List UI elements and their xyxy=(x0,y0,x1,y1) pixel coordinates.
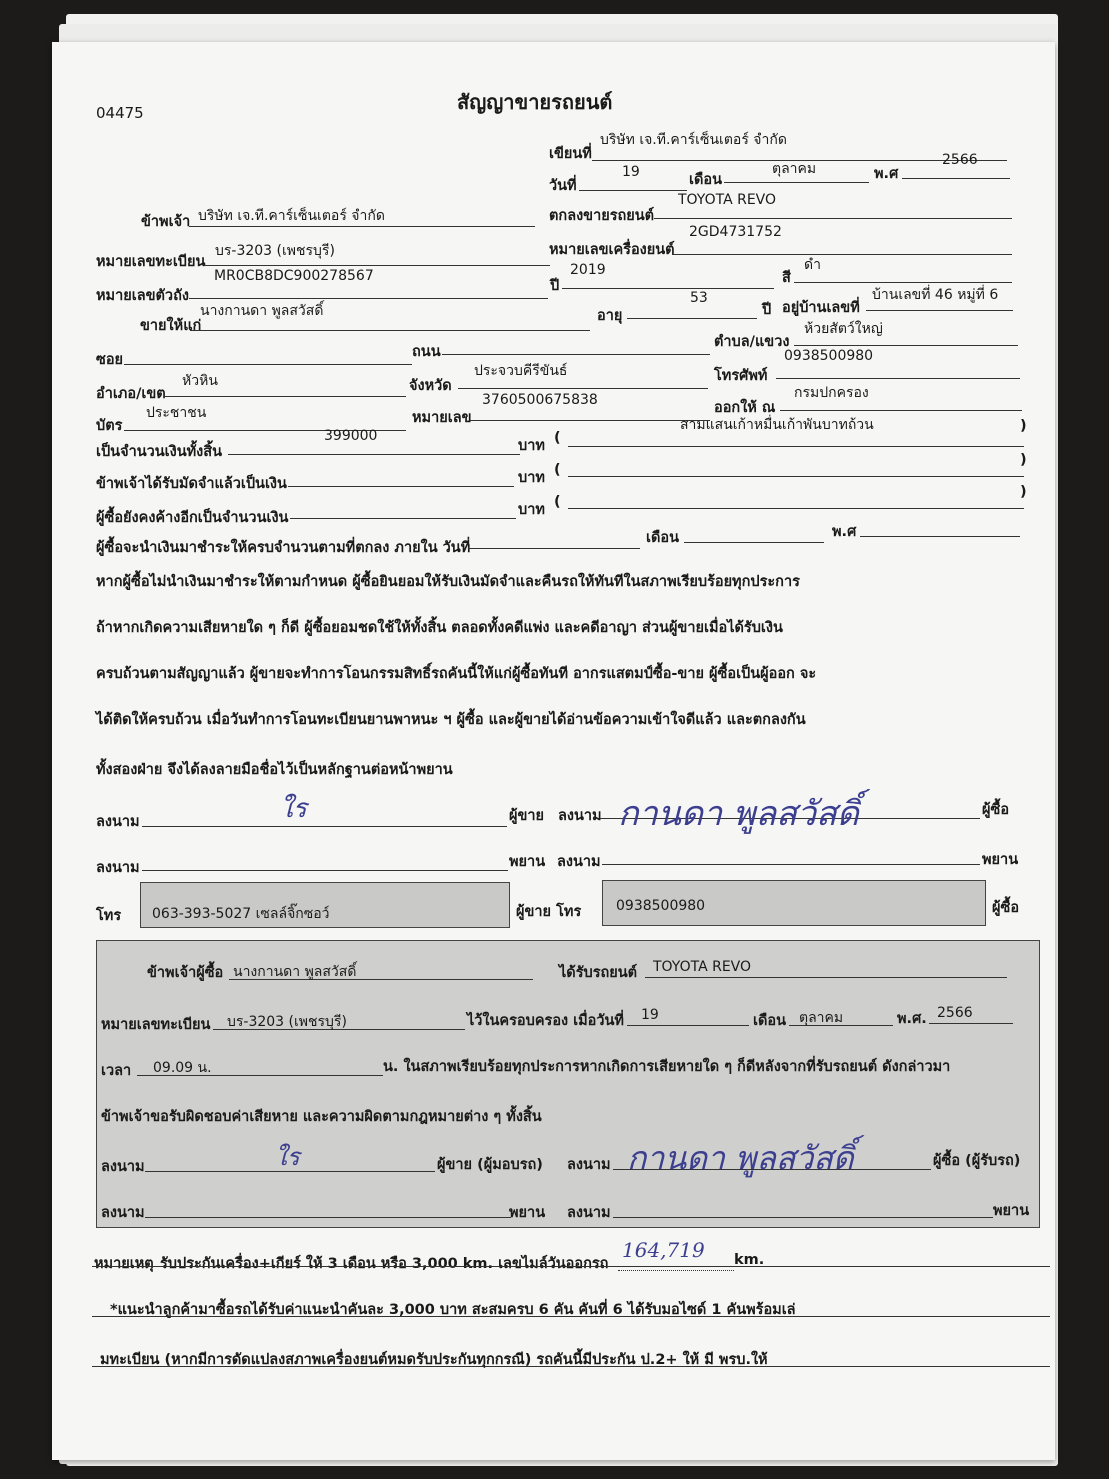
date-month: ตุลาคม xyxy=(772,161,817,177)
receipt-year: 2566 xyxy=(937,1005,973,1021)
receipt-time-label: เวลา xyxy=(101,1063,132,1079)
buyer-sign-label: ลงนาม xyxy=(558,808,602,824)
address-label: อยู่บ้านเลขที่ xyxy=(782,300,860,316)
open-paren: ( xyxy=(554,494,561,510)
car-year: 2019 xyxy=(570,262,606,278)
pay-year-label: พ.ศ xyxy=(832,524,857,540)
seller-label: ข้าพเจ้า xyxy=(141,214,191,230)
date-year: 2566 xyxy=(942,152,978,168)
province: ประจวบคีรีขันธ์ xyxy=(474,363,568,379)
date-day: 19 xyxy=(622,164,640,180)
buyer-role: ผู้ซื้อ xyxy=(982,802,1010,818)
buyer-signature: กานดา พูลสวัสดิ์ xyxy=(618,794,859,834)
remaining-label: ผู้ซื้อยังคงค้างอีกเป็นจำนวนเงิน xyxy=(96,510,289,526)
subdistrict-label: ตำบล/แขวง xyxy=(714,334,790,350)
seller-sign-label: ลงนาม xyxy=(96,814,140,830)
month-label: เดือน xyxy=(689,172,722,188)
seller-role: ผู้ขาย xyxy=(509,808,545,824)
receipt-time: 09.09 น. xyxy=(153,1060,212,1076)
seller-phone: 063-393-5027 เซลล์จิ๊กซอว์ xyxy=(152,906,330,922)
receipt-buyer-signature: กานดา พูลสวัสดิ์ xyxy=(627,1139,854,1177)
receipt-day: 19 xyxy=(641,1007,659,1023)
terms-line-2: ถ้าหากเกิดความเสียหายใด ๆ ก็ดี ผู้ซื้อยอมชดใช้ให้ทั้งสิ้น ตลอดทั้งคดีแพ่ง และคดีอาญา ส่วนผู้ขายเมื่อได้รับเงิน xyxy=(96,620,783,636)
buyer-phone-role: ผู้ซื้อ xyxy=(992,900,1020,916)
written-at-value: บริษัท เจ.ที.คาร์เซ็นเตอร์ จำกัด xyxy=(600,132,787,148)
receipt-seller-sign-label: ลงนาม xyxy=(101,1159,145,1175)
address-number: บ้านเลขที่ 46 หมู่ที่ 6 xyxy=(872,287,999,303)
receipt-possession-label: ไว้ในครอบครอง เมื่อวันที่ xyxy=(467,1013,624,1029)
buyer-age: 53 xyxy=(690,290,708,306)
receipt-year-label: พ.ศ. xyxy=(897,1011,927,1027)
receipt-month-label: เดือน xyxy=(753,1013,786,1029)
receipt-witness2-role: พยาน xyxy=(993,1203,1030,1219)
seller-signature: ใร xyxy=(280,794,307,824)
terms-line-1: หากผู้ซื้อไม่นำเงินมาชำระให้ตามกำหนด ผู้ซื้อยินยอมให้รับเงินมัดจำและคืนรถให้ทันทีในสภาพเรียบร้อยทุกประการ xyxy=(96,574,800,590)
plate-number: บร-3203 (เพชรบุรี) xyxy=(215,243,335,259)
witness2-role: พยาน xyxy=(982,852,1019,868)
witness2-sign-label: ลงนาม xyxy=(557,854,601,870)
receipt-section xyxy=(96,940,1040,1228)
terms-line-3: ครบถ้วนตามสัญญาแล้ว ผู้ขายจะทำการโอนกรรมสิทธิ์รถคันนี้ให้แก่ผู้ซื้อทันที อากรแสตมป์ซื้อ-ขาย ผู้ซื้อเป็นผู้ออก จะ xyxy=(96,666,817,682)
terms-line-4: ได้ติดให้ครบถ้วน เมื่อวันทำการโอนทะเบียนยานพาหนะ ฯ ผู้ซื้อ และผู้ขายได้อ่านข้อความเข้าใจดีแล้ว และตกลงกัน xyxy=(96,712,806,728)
receipt-witness1-role: พยาน xyxy=(509,1205,546,1221)
sell-to-label: ขายให้แก่ xyxy=(140,318,202,334)
open-paren: ( xyxy=(554,430,561,446)
witness1-sign-label: ลงนาม xyxy=(96,860,140,876)
road-label: ถนน xyxy=(412,344,441,360)
phone-label: โทรศัพท์ xyxy=(714,368,768,384)
color-label: สี xyxy=(782,270,791,286)
remaining-baht-label: บาท xyxy=(518,502,545,518)
document-number: 04475 xyxy=(96,104,144,122)
receipt-buyer-role: ผู้ซื้อ (ผู้รับรถ) xyxy=(933,1153,1021,1169)
deposit-label: ข้าพเจ้าได้รับมัดจำแล้วเป็นเงิน xyxy=(96,476,287,492)
soi-label: ซอย xyxy=(96,352,124,368)
close-paren: ) xyxy=(1020,452,1027,468)
receipt-seller-signature: ใร xyxy=(275,1143,300,1171)
receipt-buyer-name: นางกานดา พูลสวัสดิ์ xyxy=(233,964,357,980)
car-year-label: ปี xyxy=(550,278,560,294)
year-label: พ.ศ xyxy=(874,166,899,182)
plate-label: หมายเลขทะเบียน xyxy=(96,254,206,270)
card-no-label: หมายเลข xyxy=(412,410,472,426)
pay-month-label: เดือน xyxy=(646,530,679,546)
promo-line-2: มทะเบียน (หากมีการดัดแปลงสภาพเครื่องยนต์หมดรับประกันทุกกรณี) รถคันนี้มีประกัน ป.2+ ให้ มี พรบ.ให้ xyxy=(100,1352,768,1368)
buyer-phone-value: 0938500980 xyxy=(616,898,706,914)
close-paren: ) xyxy=(1020,418,1027,434)
note-text: รับประกันเครื่อง+เกียร์ ให้ 3 เดือน หรือ 3,000 km. เลขไมล์วันออกรถ xyxy=(160,1256,609,1272)
buyer-name: นางกานดา พูลสวัสดิ์ xyxy=(200,303,324,319)
receipt-witness2-sign-label: ลงนาม xyxy=(567,1205,611,1221)
receipt-buyer-sign-label: ลงนาม xyxy=(567,1157,611,1173)
promo-line-1: *แนะนำลูกค้ามาซื้อรถได้รับค่าแนะนำคันละ 3,000 บาท สะสมครบ 6 คัน คันที่ 6 ได้รับมอไซด์ 1 คันพร้อมเล่ xyxy=(110,1302,796,1318)
issued-by-label: ออกให้ ณ xyxy=(714,400,776,416)
receipt-text-1: น. ในสภาพเรียบร้อยทุกประการหากเกิดการเสียหายใด ๆ ก็ดีหลังจากที่รับรถยนต์ ดังกล่าวมา xyxy=(383,1059,951,1075)
age-unit: ปี xyxy=(762,302,772,318)
receipt-buyer-label: ข้าพเจ้าผู้ซื้อ xyxy=(147,965,224,981)
note-label: หมายเหตุ xyxy=(94,1256,154,1272)
car-color: ดำ xyxy=(804,257,821,273)
engine-label: หมายเลขเครื่องยนต์ xyxy=(549,242,675,258)
province-label: จังหวัด xyxy=(409,378,452,394)
total-label: เป็นจำนวนเงินทั้งสิ้น xyxy=(96,444,223,460)
open-paren: ( xyxy=(554,462,561,478)
age-label: อายุ xyxy=(597,308,623,324)
seller-phone-role: ผู้ขาย โทร xyxy=(516,904,582,920)
receipt-witness1-sign-label: ลงนาม xyxy=(101,1205,145,1221)
witness1-role: พยาน xyxy=(509,854,546,870)
receipt-plate-label: หมายเลขทะเบียน xyxy=(101,1017,211,1033)
district: หัวหิน xyxy=(182,373,218,389)
deposit-baht-label: บาท xyxy=(518,470,545,486)
total-baht-label: บาท xyxy=(518,438,545,454)
subdistrict: ห้วยสัตว์ใหญ่ xyxy=(804,321,883,337)
issued-by: กรมปกครอง xyxy=(794,385,869,401)
phone-row-label: โทร xyxy=(96,908,122,924)
seller-name: บริษัท เจ.ที.คาร์เซ็นเตอร์ จำกัด xyxy=(198,208,385,224)
km-unit: km. xyxy=(734,1252,765,1268)
district-label: อำเภอ/เขต xyxy=(96,386,166,402)
document-title: สัญญาขายรถยนต์ xyxy=(457,90,613,114)
chassis-label: หมายเลขตัวถัง xyxy=(96,288,189,304)
receipt-text-2: ข้าพเจ้าขอรับผิดชอบค่าเสียหาย และความผิดตามกฎหมายต่าง ๆ ทั้งสิ้น xyxy=(101,1109,542,1125)
total-amount-words: สามแสนเก้าหมื่นเก้าพันบาทถ้วน xyxy=(680,417,874,433)
agree-sell-label: ตกลงขายรถยนต์ xyxy=(549,208,655,224)
written-at-label: เขียนที่ xyxy=(549,146,592,162)
car-model: TOYOTA REVO xyxy=(678,192,777,208)
close-paren: ) xyxy=(1020,484,1027,500)
receipt-seller-role: ผู้ขาย (ผู้มอบรถ) xyxy=(437,1157,543,1173)
total-amount: 399000 xyxy=(324,428,378,444)
receipt-month: ตุลาคม xyxy=(799,1010,844,1026)
date-label: วันที่ xyxy=(549,178,577,194)
card-number: 3760500675838 xyxy=(482,392,598,408)
engine-number: 2GD4731752 xyxy=(689,224,782,240)
buyer-phone: 0938500980 xyxy=(784,348,874,364)
receipt-car-model: TOYOTA REVO xyxy=(653,959,752,975)
contract-page xyxy=(52,42,1055,1460)
mileage-handwritten: 164,719 xyxy=(622,1238,705,1262)
receipt-received-label: ได้รับรถยนต์ xyxy=(559,965,638,981)
card-type: ประชาชน xyxy=(146,405,207,421)
chassis-number: MR0CB8DC900278567 xyxy=(214,268,374,284)
pay-deadline-label: ผู้ซื้อจะนำเงินมาชำระให้ครบจำนวนตามที่ตกลง ภายใน วันที่ xyxy=(96,540,471,556)
card-label: บัตร xyxy=(96,418,123,434)
receipt-plate: บร-3203 (เพชรบุรี) xyxy=(227,1014,347,1030)
terms-line-5: ทั้งสองฝ่าย จึงได้ลงลายมือชื่อไว้เป็นหลักฐานต่อหน้าพยาน xyxy=(96,762,453,778)
